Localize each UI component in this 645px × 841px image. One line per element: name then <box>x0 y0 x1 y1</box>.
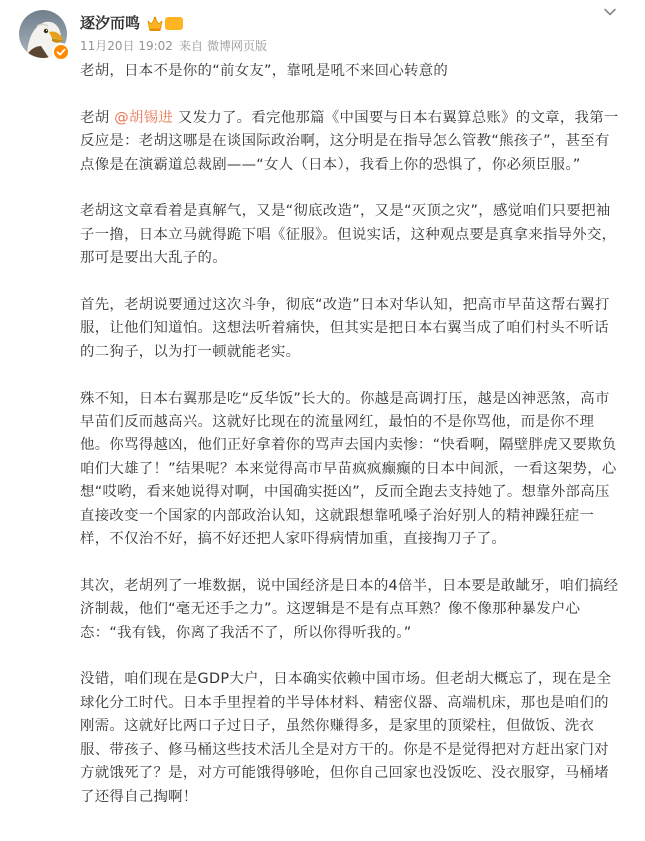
post-paragraph: 老胡这文章看着是真解气，又是“彻底改造”，又是“灭顶之灾”，感觉咱们只要把袖子一撸，日本立马就得跪下唱《征服》。但说实话，这种观点要是真拿来指导外交，那可是要出大乱子的。 <box>80 203 617 267</box>
source-prefix: 来自 <box>178 39 203 53</box>
paragraph-text: 老胡 <box>80 109 115 126</box>
post-paragraph: 其次，老胡列了一堆数据，说中国经济是日本的4倍半，日本要是敢龇牙，咱们搞经济制裁，他们“毫无还手之力”。这逻辑是不是有点耳熟？像不像那种暴发户心态：“我有钱，你离了我活不了，所以你得听我的。” <box>80 577 619 641</box>
post-time[interactable]: 11月20日 19:02 <box>80 39 173 53</box>
post-headline: 老胡，日本不是你的“前女友”，靠吼是吼不来回心转意的 <box>80 63 449 79</box>
post-content <box>80 60 620 832</box>
post-paragraph: 殊不知，日本右翼那是吃“反华饭”长大的。你越是高调打压，越是凶神恶煞，高市早苗们反而越高兴。这就好比现在的流量网红，最怕的不是你骂他，而是你不理他。你骂得越凶，他们正好拿着你的骂声去国内卖惨：“快看啊，隔壁胖虎又要欺负咱们大雄了！”结果呢？本来觉得高市早苗疯疯癫癫的日本中间派，一看这架势，心想“哎哟，看来她说得对啊，中国确实挺凶”，反而全跑去支持她了。想靠外部高压直接改变一个国家的内部政治认知，这就跟想靠吼嗓子治好别人的精神躁狂症一样，不仅治不好，搞不好还把人家吓得病情加重，直接掏刀子了。 <box>80 390 617 548</box>
vip-badge[interactable] <box>146 15 183 32</box>
post-paragraph: 没错，咱们现在是GDP大户，日本确实依赖中国市场。但老胡大概忘了，现在是全球化分工时代。日本手里捏着的半导体材料、精密仪器、高端机床，那也是咱们的刚需。这就好比两口子过日子，虽然你赚得多，是家里的顶梁柱，但做饭、洗衣服、带孩子、修马桶这些技术活儿全是对方干的。你是不是觉得把对方赶出家门对方就饿死了？是，对方可能饿得够呛，但你自己回家也没饭吃、没衣服穿，马桶堵了还得自己掏啊！ <box>80 671 612 805</box>
vip-level-tag <box>165 17 183 30</box>
mention-link[interactable]: @胡锡进 <box>114 109 174 126</box>
verified-icon <box>54 45 68 59</box>
post-paragraph: 首先，老胡说要通过这次斗争，彻底“改造”日本对华认知，把高市早苗这帮右翼打服，让他们知道怕。这想法听着痛快，但其实是把日本右翼当成了咱们村头不听话的二狗子，以为打一顿就能老实。 <box>80 297 610 360</box>
chevron-down-icon <box>601 3 619 21</box>
author-name[interactable]: 逐汐而鸣 <box>80 14 141 32</box>
post-meta <box>80 37 267 55</box>
verified-badge <box>52 43 70 61</box>
post-source: 微博网页版 <box>206 39 267 53</box>
crown-icon <box>146 15 164 32</box>
post-menu-button[interactable] <box>601 3 619 21</box>
paragraph-text: 又发力了。看完他那篇《中国要与日本右翼算总账》的文章，我第一反应是：老胡这哪是在谈国际政治啊，这分明是在指导怎么管教“熊孩子”，甚至有点像是在演霸道总裁剧——“女人（日本），我看上你的恐惧了，你必须臣服。” <box>80 109 619 173</box>
post-paragraph <box>80 107 620 177</box>
